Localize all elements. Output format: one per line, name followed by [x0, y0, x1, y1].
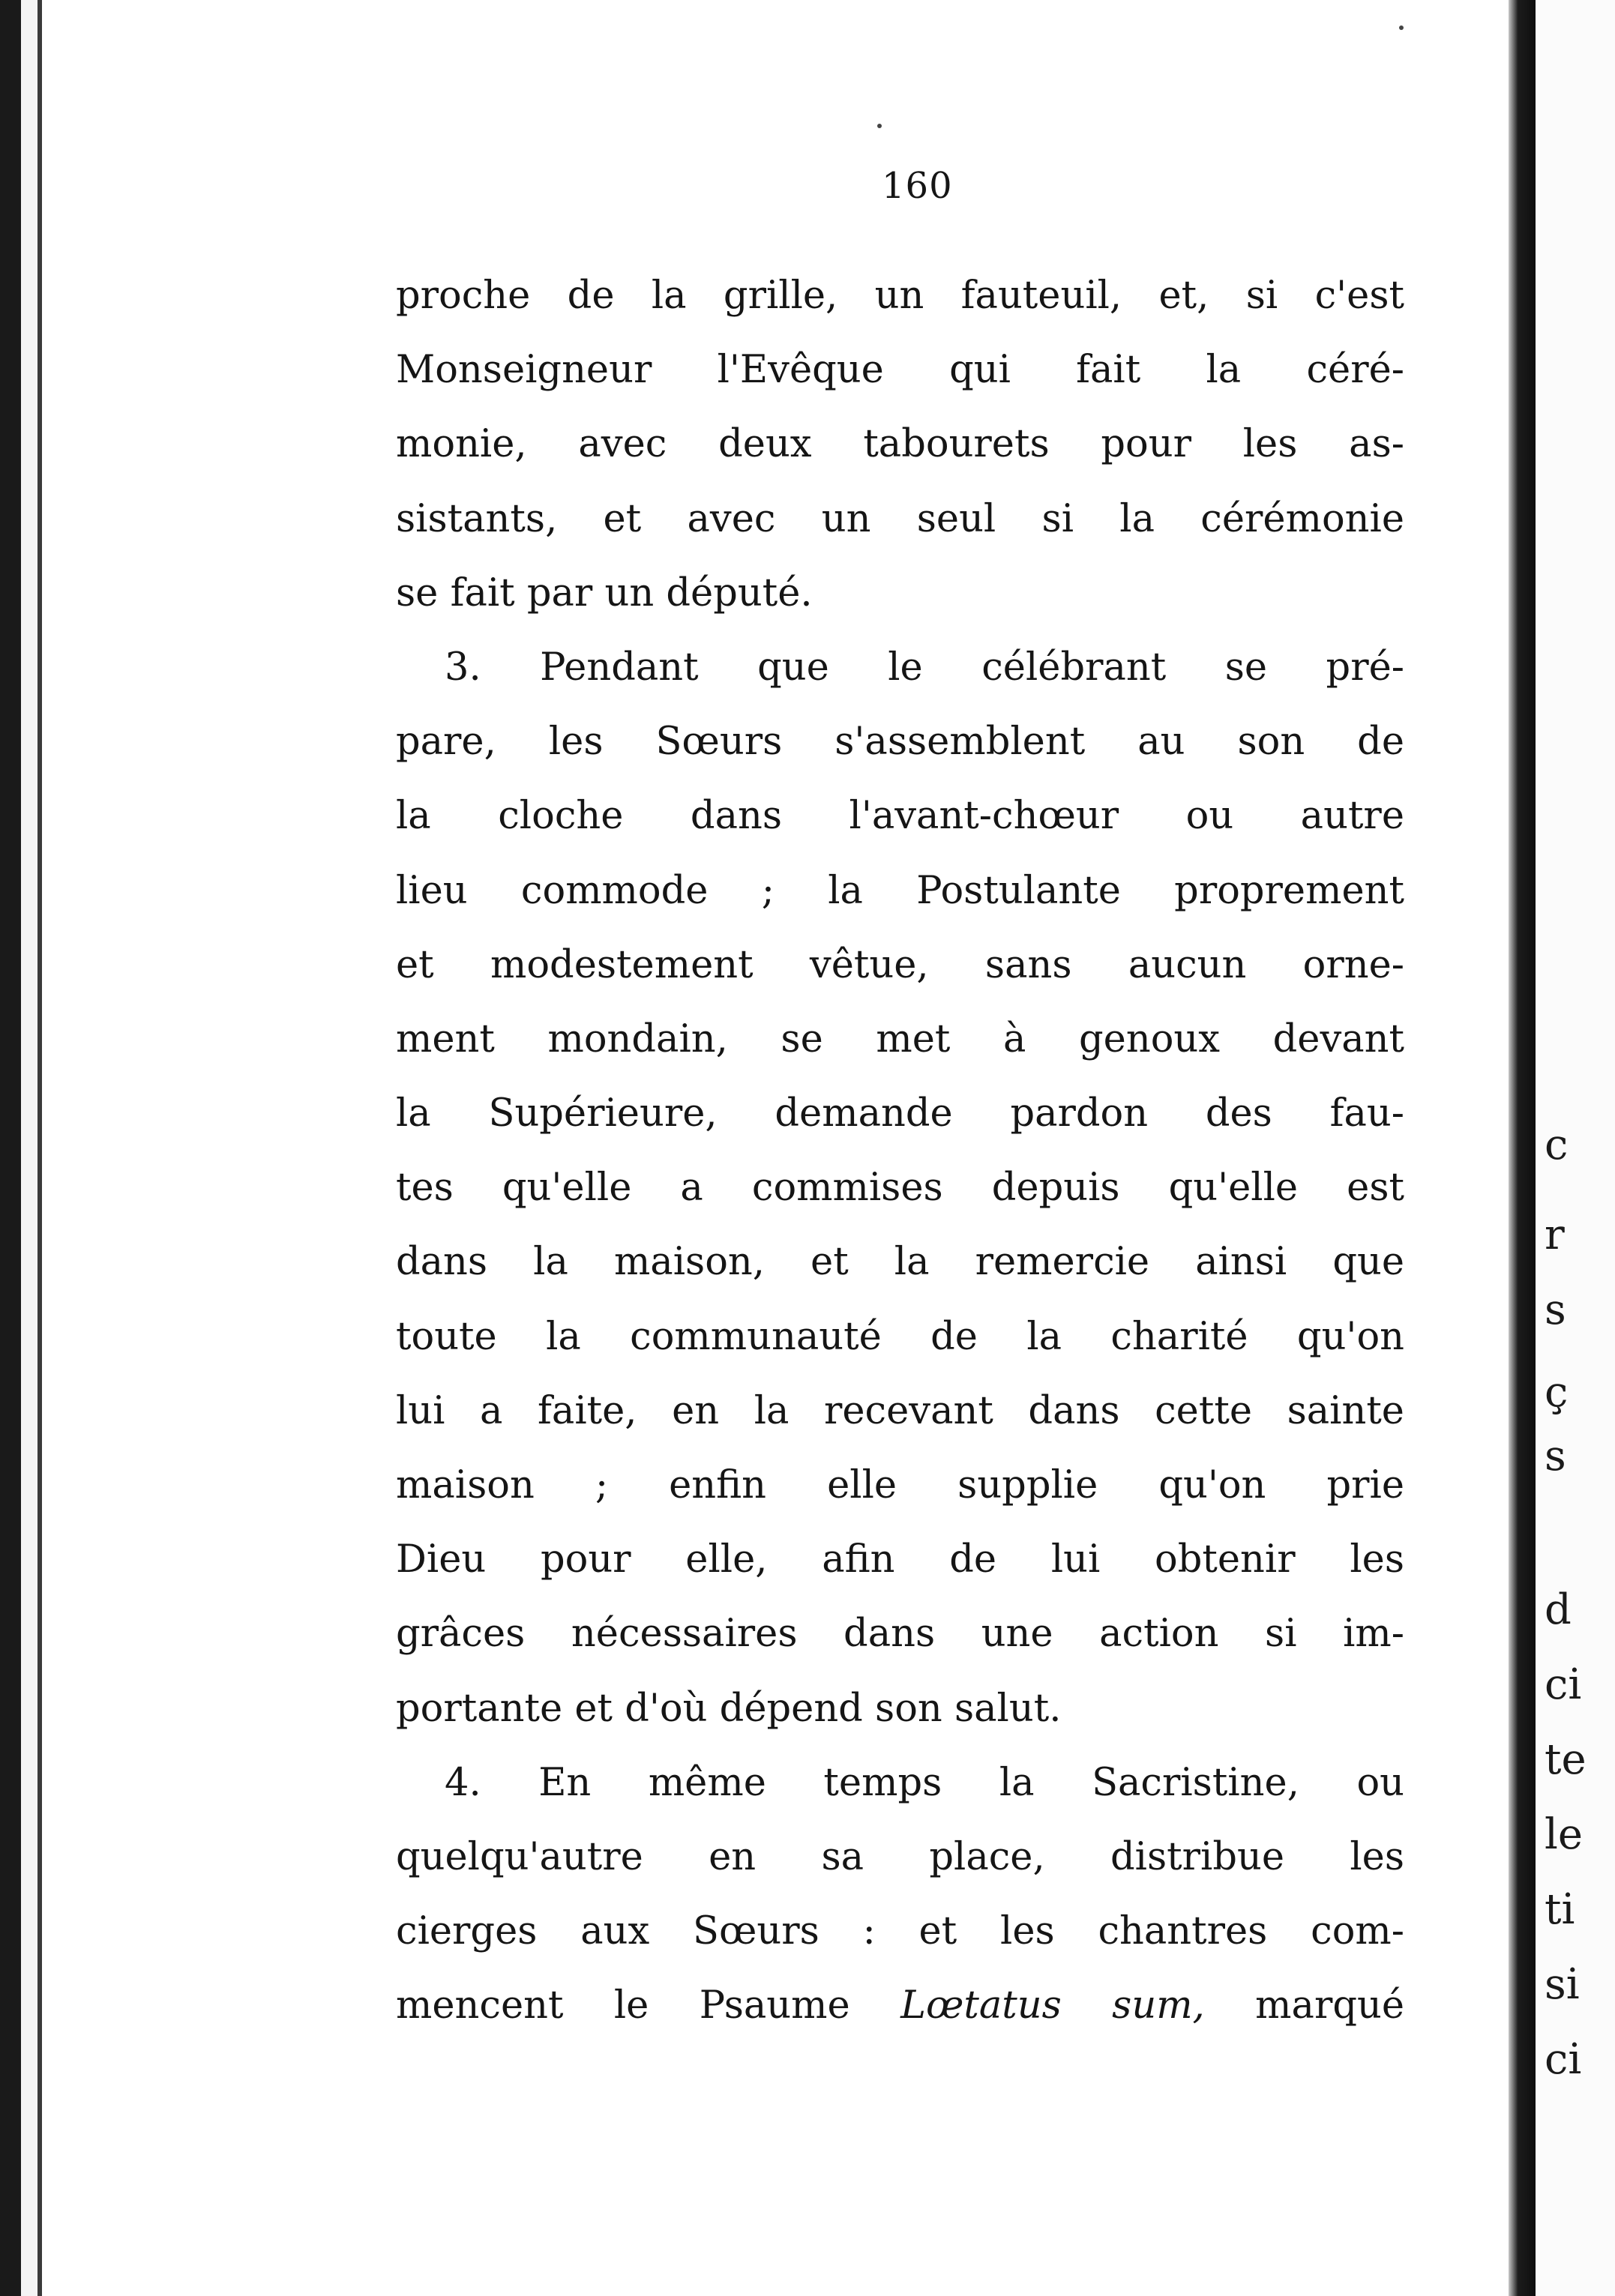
facing-page-fragment: ci [1545, 2035, 1582, 2084]
text-line [396, 344, 1404, 418]
text-line-content: maison ; enfin elle supplie qu'on prie [396, 1463, 1404, 1507]
text-line [396, 1683, 1404, 1757]
text-line [396, 1534, 1404, 1608]
text-line-content: tes qu'elle a commises depuis qu'elle est [396, 1166, 1404, 1211]
italic-title: Lœtatus sum, [900, 1983, 1205, 2028]
page-number: 160 [882, 165, 953, 207]
scan-left-border [0, 0, 21, 2296]
text-line [396, 716, 1404, 790]
body-text [396, 270, 1404, 2055]
text-line [396, 939, 1404, 1013]
facing-page-fragment: le [1545, 1810, 1584, 1859]
text-line-content: Monseigneur l'Evêque qui fait la céré- [396, 348, 1404, 393]
text-line [396, 865, 1404, 939]
text-line [396, 1905, 1404, 1980]
text-line [396, 642, 1404, 716]
text-line-content: mencent le Psaume [396, 1983, 901, 2028]
text-line-content: lui a faite, en la recevant dans cette sainte [396, 1388, 1404, 1433]
facing-page-fragment: si [1545, 1960, 1580, 2009]
text-line-tail: marqué [1204, 1983, 1404, 2028]
text-line [396, 1236, 1404, 1310]
facing-page-fragment: c [1545, 1121, 1569, 1169]
text-line-content: cierges aux Sœurs : et les chantres com- [396, 1909, 1404, 1954]
book-gutter [1509, 0, 1536, 2296]
ink-speck [877, 124, 882, 128]
text-line [396, 1088, 1404, 1162]
text-line-content: monie, avec deux tabourets pour les as- [396, 422, 1404, 467]
text-line-content: sistants, et avec un seul si la cérémonie [396, 496, 1404, 541]
text-line-content: quelqu'autre en sa place, distribue les [396, 1834, 1404, 1879]
text-line-content: la cloche dans l'avant-chœur ou autre [396, 794, 1404, 839]
text-line-content: Dieu pour elle, afin de lui obtenir les [396, 1537, 1404, 1582]
text-line [396, 1459, 1404, 1534]
ink-speck [1399, 25, 1404, 30]
facing-page-fragment: s [1545, 1286, 1566, 1334]
scan-left-edge-line [37, 0, 42, 2296]
text-line [396, 1013, 1404, 1088]
facing-page-fragment: ti [1545, 1885, 1575, 1934]
text-line-content: lieu commode ; la Postulante proprement [396, 868, 1404, 913]
text-line [396, 1385, 1404, 1459]
scan-left-margin [21, 0, 37, 2296]
text-line-content: toute la communauté de la charité qu'on [396, 1314, 1404, 1359]
text-line [396, 1757, 1404, 1831]
text-line-content: ment mondain, se met à genoux devant [396, 1016, 1404, 1061]
text-line [396, 790, 1404, 864]
text-line-content: dans la maison, et la remercie ainsi que [396, 1240, 1404, 1285]
text-line [396, 1980, 1404, 2054]
text-line-content: grâces nécessaires dans une action si im- [396, 1612, 1404, 1657]
facing-page-fragment: te [1545, 1735, 1587, 1784]
text-line-content: proche de la grille, un fauteuil, et, si c'est [396, 274, 1404, 318]
text-line-content: la Supérieure, demande pardon des fau- [396, 1091, 1404, 1136]
text-line-content: se fait par un député. [396, 570, 813, 615]
facing-page-fragment: ci [1545, 1660, 1582, 1709]
text-line [396, 1608, 1404, 1682]
facing-page-edge [1536, 0, 1615, 2296]
text-line [396, 493, 1404, 567]
text-line [396, 270, 1404, 344]
text-line [396, 1162, 1404, 1236]
text-line-content: 3. Pendant que le célébrant se pré- [445, 645, 1404, 690]
text-line [396, 1831, 1404, 1905]
text-line-content: pare, les Sœurs s'assemblent au son de [396, 720, 1404, 765]
text-line-content: et modestement vêtue, sans aucun orne- [396, 942, 1404, 987]
text-line [396, 418, 1404, 492]
facing-page-fragment: d [1545, 1585, 1572, 1634]
text-line [396, 567, 1404, 642]
text-line [396, 1311, 1404, 1385]
facing-page-fragment: ç [1545, 1368, 1569, 1417]
facing-page-fragment: s [1545, 1432, 1566, 1480]
text-line-content: portante et d'où dépend son salut. [396, 1686, 1062, 1731]
facing-page-fragment: r [1545, 1211, 1565, 1259]
text-line-content: 4. En même temps la Sacristine, ou [445, 1760, 1404, 1805]
